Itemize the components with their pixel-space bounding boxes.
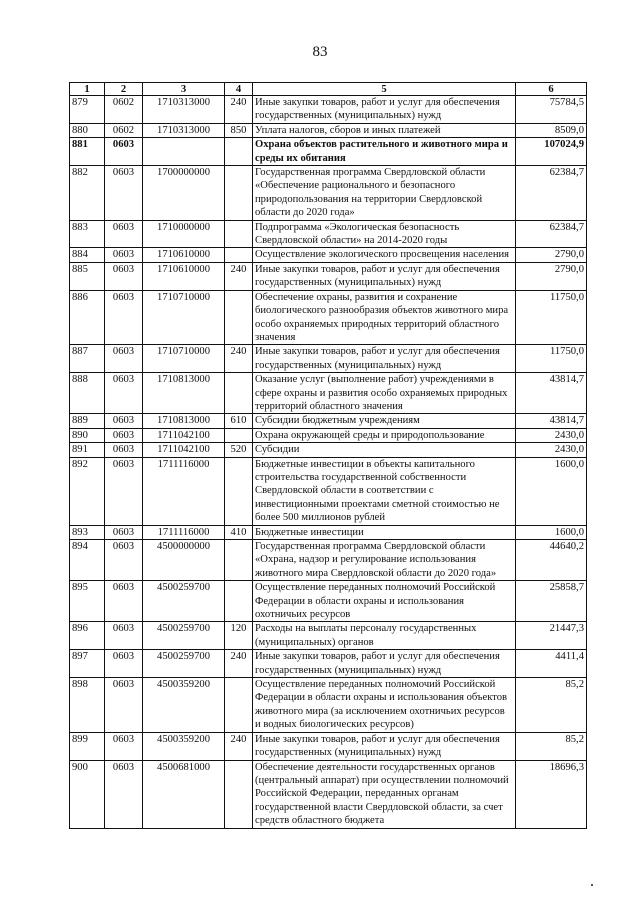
row-number-cell: 879 xyxy=(70,96,105,124)
row-number-cell: 897 xyxy=(70,650,105,678)
target-article-cell: 4500359200 xyxy=(143,732,225,760)
item-name-cell: Иные закупки товаров, работ и услуг для обеспечения государственных (муниципальных) нужд xyxy=(253,345,516,373)
table-row xyxy=(70,373,587,414)
header-col-4: 4 xyxy=(225,83,253,96)
amount-cell: 62384,7 xyxy=(516,220,587,248)
row-number-cell: 891 xyxy=(70,443,105,457)
table-row xyxy=(70,732,587,760)
item-name-cell: Государственная программа Свердловской области «Обеспечение рационального и безопасного природопользования на территории Свердловской области до 2020 года» xyxy=(253,166,516,221)
table-row xyxy=(70,166,587,221)
section-code-cell: 0603 xyxy=(105,540,143,581)
target-article-cell: 1710813000 xyxy=(143,414,225,428)
target-article-cell: 1711042100 xyxy=(143,443,225,457)
row-number-cell: 883 xyxy=(70,220,105,248)
table-header-row xyxy=(70,83,587,96)
section-code-cell: 0603 xyxy=(105,290,143,345)
expense-type-cell xyxy=(225,166,253,221)
row-number-cell: 893 xyxy=(70,525,105,539)
expense-type-cell xyxy=(225,220,253,248)
table-row xyxy=(70,443,587,457)
section-code-cell: 0603 xyxy=(105,622,143,650)
table-row xyxy=(70,457,587,525)
expense-type-cell xyxy=(225,581,253,622)
section-code-cell: 0603 xyxy=(105,581,143,622)
target-article-cell: 4500259700 xyxy=(143,622,225,650)
expense-type-cell: 240 xyxy=(225,262,253,290)
target-article-cell: 4500259700 xyxy=(143,581,225,622)
amount-cell: 85,2 xyxy=(516,678,587,733)
section-code-cell: 0603 xyxy=(105,138,143,166)
section-code-cell: 0602 xyxy=(105,123,143,137)
expense-type-cell: 240 xyxy=(225,732,253,760)
target-article-cell xyxy=(143,138,225,166)
target-article-cell: 4500259700 xyxy=(143,650,225,678)
section-code-cell: 0603 xyxy=(105,457,143,525)
table-row xyxy=(70,123,587,137)
table-row xyxy=(70,428,587,442)
header-col-1: 1 xyxy=(70,83,105,96)
item-name-cell: Уплата налогов, сборов и иных платежей xyxy=(253,123,516,137)
amount-cell: 75784,5 xyxy=(516,96,587,124)
amount-cell: 85,2 xyxy=(516,732,587,760)
table-row xyxy=(70,650,587,678)
item-name-cell: Иные закупки товаров, работ и услуг для обеспечения государственных (муниципальных) нужд xyxy=(253,96,516,124)
expense-type-cell: 610 xyxy=(225,414,253,428)
amount-cell: 1600,0 xyxy=(516,457,587,525)
item-name-cell: Расходы на выплаты персоналу государственных (муниципальных) органов xyxy=(253,622,516,650)
table-row xyxy=(70,760,587,828)
item-name-cell: Охрана окружающей среды и природопользование xyxy=(253,428,516,442)
row-number-cell: 880 xyxy=(70,123,105,137)
amount-cell: 18696,3 xyxy=(516,760,587,828)
target-article-cell: 1710710000 xyxy=(143,345,225,373)
amount-cell: 2790,0 xyxy=(516,262,587,290)
expense-type-cell xyxy=(225,248,253,262)
expense-type-cell xyxy=(225,457,253,525)
item-name-cell: Иные закупки товаров, работ и услуг для обеспечения государственных (муниципальных) нужд xyxy=(253,650,516,678)
header-col-5: 5 xyxy=(253,83,516,96)
target-article-cell: 1710813000 xyxy=(143,373,225,414)
table-row xyxy=(70,345,587,373)
item-name-cell: Обеспечение деятельности государственных органов (центральный аппарат) при осуществлении полномочий Российской Федерации, переданных органам государственной власти Свердловской области, за счет средств областного бюджета xyxy=(253,760,516,828)
expense-type-cell: 410 xyxy=(225,525,253,539)
item-name-cell: Оказание услуг (выполнение работ) учреждениями в сфере охраны и развития особо охраняемых природных территорий областного значения xyxy=(253,373,516,414)
item-name-cell: Бюджетные инвестиции в объекты капитального строительства государственной собственности Свердловской области в соответствии с инвестиционными проектами сметной стоимостью не более 500 миллионов рублей xyxy=(253,457,516,525)
target-article-cell: 4500359200 xyxy=(143,678,225,733)
row-number-cell: 888 xyxy=(70,373,105,414)
row-number-cell: 881 xyxy=(70,138,105,166)
table-row xyxy=(70,581,587,622)
expense-type-cell: 240 xyxy=(225,650,253,678)
section-code-cell: 0603 xyxy=(105,650,143,678)
amount-cell: 43814,7 xyxy=(516,373,587,414)
amount-cell: 11750,0 xyxy=(516,345,587,373)
target-article-cell: 1700000000 xyxy=(143,166,225,221)
row-number-cell: 884 xyxy=(70,248,105,262)
header-col-2: 2 xyxy=(105,83,143,96)
item-name-cell: Иные закупки товаров, работ и услуг для обеспечения государственных (муниципальных) нужд xyxy=(253,262,516,290)
scan-speck xyxy=(591,884,593,886)
amount-cell: 11750,0 xyxy=(516,290,587,345)
amount-cell: 25858,7 xyxy=(516,581,587,622)
expense-type-cell xyxy=(225,138,253,166)
expense-type-cell: 520 xyxy=(225,443,253,457)
row-number-cell: 890 xyxy=(70,428,105,442)
row-number-cell: 896 xyxy=(70,622,105,650)
expense-type-cell xyxy=(225,540,253,581)
target-article-cell: 4500000000 xyxy=(143,540,225,581)
expense-type-cell xyxy=(225,678,253,733)
row-number-cell: 898 xyxy=(70,678,105,733)
target-article-cell: 1710000000 xyxy=(143,220,225,248)
row-number-cell: 887 xyxy=(70,345,105,373)
table-row xyxy=(70,678,587,733)
table-row xyxy=(70,540,587,581)
expense-type-cell: 850 xyxy=(225,123,253,137)
row-number-cell: 900 xyxy=(70,760,105,828)
amount-cell: 2790,0 xyxy=(516,248,587,262)
amount-cell: 62384,7 xyxy=(516,166,587,221)
row-number-cell: 886 xyxy=(70,290,105,345)
item-name-cell: Субсидии бюджетным учреждениям xyxy=(253,414,516,428)
expense-type-cell: 120 xyxy=(225,622,253,650)
row-number-cell: 892 xyxy=(70,457,105,525)
section-code-cell: 0603 xyxy=(105,525,143,539)
page-number: 83 xyxy=(312,44,328,60)
target-article-cell: 1710610000 xyxy=(143,248,225,262)
row-number-cell: 899 xyxy=(70,732,105,760)
section-code-cell: 0603 xyxy=(105,166,143,221)
section-code-cell: 0603 xyxy=(105,220,143,248)
amount-cell: 44640,2 xyxy=(516,540,587,581)
amount-cell: 21447,3 xyxy=(516,622,587,650)
item-name-cell: Осуществление экологического просвещения населения xyxy=(253,248,516,262)
section-code-cell: 0603 xyxy=(105,262,143,290)
budget-table xyxy=(69,82,587,829)
target-article-cell: 1710313000 xyxy=(143,96,225,124)
table-body xyxy=(70,96,587,829)
item-name-cell: Иные закупки товаров, работ и услуг для обеспечения государственных (муниципальных) нужд xyxy=(253,732,516,760)
item-name-cell: Осуществление переданных полномочий Российской Федерации в области охраны и использования охотничьих ресурсов xyxy=(253,581,516,622)
target-article-cell: 1710610000 xyxy=(143,262,225,290)
section-code-cell: 0603 xyxy=(105,678,143,733)
table-row xyxy=(70,248,587,262)
section-code-cell: 0603 xyxy=(105,732,143,760)
expense-type-cell: 240 xyxy=(225,345,253,373)
amount-cell: 107024,9 xyxy=(516,138,587,166)
item-name-cell: Охрана объектов растительного и животного мира и среды их обитания xyxy=(253,138,516,166)
item-name-cell: Обеспечение охраны, развития и сохранение биологического разнообразия объектов животного мира особо охраняемых природных территорий областного значения xyxy=(253,290,516,345)
row-number-cell: 885 xyxy=(70,262,105,290)
amount-cell: 2430,0 xyxy=(516,443,587,457)
expense-type-cell xyxy=(225,760,253,828)
row-number-cell: 895 xyxy=(70,581,105,622)
section-code-cell: 0603 xyxy=(105,373,143,414)
target-article-cell: 1711042100 xyxy=(143,428,225,442)
section-code-cell: 0603 xyxy=(105,248,143,262)
row-number-cell: 882 xyxy=(70,166,105,221)
table-row xyxy=(70,290,587,345)
table-row xyxy=(70,525,587,539)
target-article-cell: 1711116000 xyxy=(143,525,225,539)
expense-type-cell xyxy=(225,290,253,345)
item-name-cell: Субсидии xyxy=(253,443,516,457)
header-col-6: 6 xyxy=(516,83,587,96)
item-name-cell: Осуществление переданных полномочий Российской Федерации в области охраны и использования объектов животного мира (за исключением охотничьих ресурсов и водных биологических ресурсов) xyxy=(253,678,516,733)
table-row xyxy=(70,96,587,124)
table-row xyxy=(70,262,587,290)
table-row xyxy=(70,138,587,166)
table-row xyxy=(70,414,587,428)
row-number-cell: 889 xyxy=(70,414,105,428)
target-article-cell: 1710710000 xyxy=(143,290,225,345)
expense-type-cell xyxy=(225,428,253,442)
amount-cell: 4411,4 xyxy=(516,650,587,678)
row-number-cell: 894 xyxy=(70,540,105,581)
target-article-cell: 1711116000 xyxy=(143,457,225,525)
section-code-cell: 0603 xyxy=(105,428,143,442)
item-name-cell: Государственная программа Свердловской области «Охрана, надзор и регулирование использования животного мира Свердловской области до 2020 года» xyxy=(253,540,516,581)
table-row xyxy=(70,622,587,650)
section-code-cell: 0602 xyxy=(105,96,143,124)
amount-cell: 2430,0 xyxy=(516,428,587,442)
table-row xyxy=(70,220,587,248)
header-col-3: 3 xyxy=(143,83,225,96)
target-article-cell: 4500681000 xyxy=(143,760,225,828)
section-code-cell: 0603 xyxy=(105,345,143,373)
section-code-cell: 0603 xyxy=(105,443,143,457)
amount-cell: 1600,0 xyxy=(516,525,587,539)
amount-cell: 8509,0 xyxy=(516,123,587,137)
expense-type-cell: 240 xyxy=(225,96,253,124)
section-code-cell: 0603 xyxy=(105,760,143,828)
item-name-cell: Бюджетные инвестиции xyxy=(253,525,516,539)
amount-cell: 43814,7 xyxy=(516,414,587,428)
item-name-cell: Подпрограмма «Экологическая безопасность Свердловской области» на 2014-2020 годы xyxy=(253,220,516,248)
target-article-cell: 1710313000 xyxy=(143,123,225,137)
section-code-cell: 0603 xyxy=(105,414,143,428)
expense-type-cell xyxy=(225,373,253,414)
